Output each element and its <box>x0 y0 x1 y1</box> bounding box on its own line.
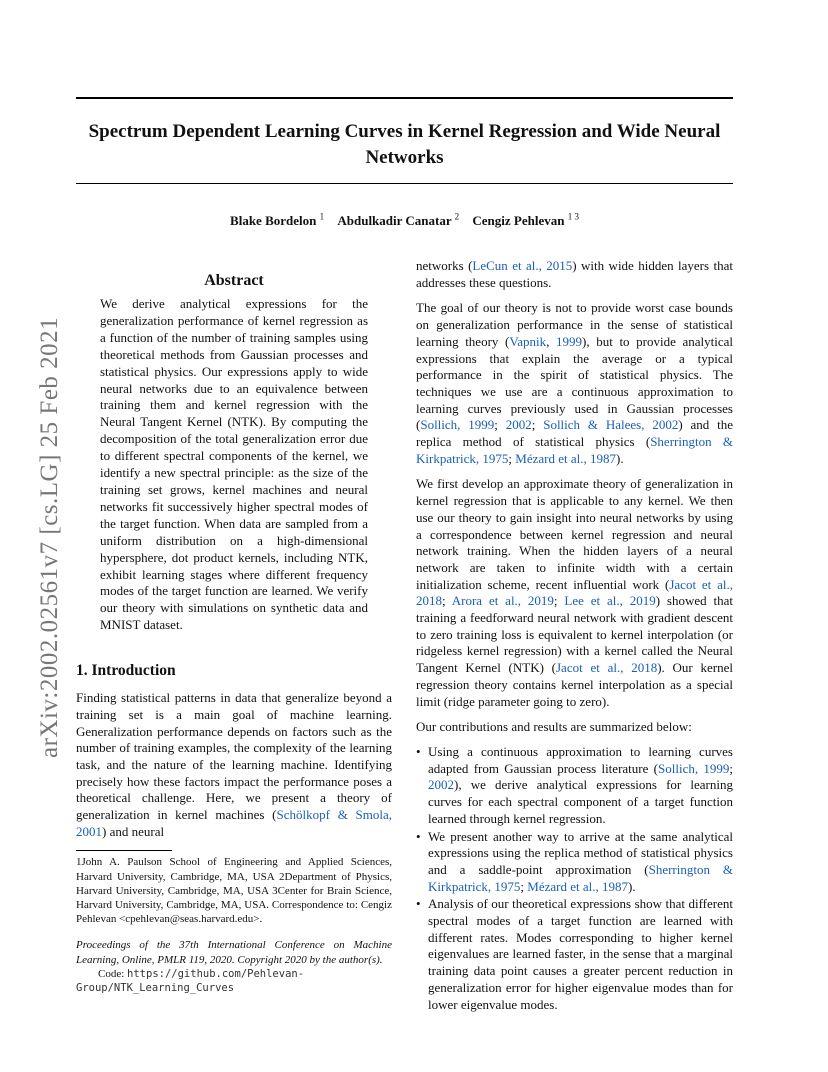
contributions-list <box>416 744 733 1013</box>
left-column <box>76 258 392 995</box>
code-note: Code: https://github.com/Pehlevan-Group/NTK_Learning_Curves <box>76 967 305 995</box>
abstract-text: We derive analytical expressions for the generalization performance of kernel regression as a function of the number of training samples using theoretical methods from Gaussian processes and statistical physics. Our expressions apply to wide neural networks due to an equivalence between training them and kernel regression with the Neural Tangent Kernel (NTK). By computing the decomposition of the total generalization error due to different spectral components of the kernel, we identify a new spectral principle: as the size of the training set grows, kernel machines and neural networks fit successively higher spectral modes of the target function. When data are sampled from a uniform distribution on a high-dimensional hypersphere, dot product kernels, including NTK, exhibit learning stages where different frequency modes of the target function are learned. We verify our theory with simulations on synthetic data and MNIST dataset. <box>100 296 368 633</box>
paragraph: We first develop an approximate theory of generalization in kernel regression that is applicable to any kernel. We then use our theory to gain insight into neural networks by using a correspondence between kernel regression and neural network training. When the hidden layers of a neural network are taken to infinite width with a certain initialization scheme, recent influential work (Jacot et al., 2018; Arora et al., 2019; Lee et al., 2019) showed that training a feedforward neural network with gradient descent to zero training loss is equivalent to kernel interpolation (or ridgeless kernel regression) with a kernel called the Neural Tangent Kernel (NTK) (Jacot et al., 2018). Our kernel regression theory contains kernel interpolation as a special limit (ridge parameter going to zero). <box>416 476 733 709</box>
citation-link[interactable]: Sherrington & Kirkpatrick, 1975 <box>428 861 733 894</box>
citation-link[interactable]: Jacot et al., 2018 <box>416 576 733 609</box>
citation-link[interactable]: Mézard et al., 1987 <box>527 878 629 894</box>
list-item: • We present another way to arrive at the same analytical expressions using the replica method of statistical physics and a saddle-point approximation (Sherrington & Kirkpatrick, 1975; Mézard et al., 1987). <box>416 829 733 896</box>
right-column <box>416 258 733 1014</box>
arxiv-identifier: arXiv:2002.02561v7 [cs.LG] 25 Feb 2021 <box>36 316 63 758</box>
citation-link[interactable]: Sollich, 1999 <box>658 760 730 776</box>
code-url-link[interactable]: https://github.com/Pehlevan-Group/NTK_Learning_Curves <box>76 967 305 995</box>
list-item: • Analysis of our theoretical expressions show that different spectral modes of a target function are learned with different rates. Modes corresponding to higher kernel eigenvalues are learned faster, in the sense that a marginal training data point causes a greater percent reduction in generalization error for higher eigenvalue modes than for lower eigenvalue modes. <box>416 896 733 1013</box>
paragraph: networks (LeCun et al., 2015) with wide hidden layers that addresses these questions. <box>416 258 733 290</box>
citation-link[interactable]: LeCun et al., 2015 <box>472 258 573 273</box>
paragraph: The goal of our theory is not to provide worst case bounds on generalization performance in the sense of statistical learning theory (Vapnik, 1999), but to provide analytical expressions that explain the average or a typical performance in the spirit of statistical physics. The techniques we use are a continuous approximation to learning curves previously used in Gaussian processes (Sollich, 1999; 2002; Sollich & Halees, 2002) and the replica method of statistical physics (Sherrington & Kirkpatrick, 1975; Mézard et al., 1987). <box>416 300 733 466</box>
footnote-rule <box>76 850 172 851</box>
author: Cengiz Pehlevan $^{1 3}$ <box>472 212 579 229</box>
introduction-heading: 1. Introduction <box>76 662 176 680</box>
paragraph: Our contributions and results are summarized below: <box>416 719 692 735</box>
author: Blake Bordelon $^1$ <box>230 212 325 229</box>
citation-link[interactable]: Sollich, 1999 <box>420 417 495 433</box>
author-list <box>76 212 733 229</box>
citation-link[interactable]: 2002 <box>428 777 454 793</box>
citation-link[interactable]: Sollich & Halees, 2002 <box>543 417 679 433</box>
author: Abdulkadir Canatar $^2$ <box>337 212 460 229</box>
citation-link[interactable]: 2002 <box>505 417 532 433</box>
citation-link[interactable]: Jacot et al., 2018 <box>556 660 658 676</box>
citation-link[interactable]: Arora et al., 2019 <box>451 593 554 609</box>
affiliation-footnote: 1John A. Paulson School of Engineering and Applied Sciences, Harvard University, Cambridge, MA, USA 2Department of Physics, Harvard University, Cambridge, MA, USA 3Center for Brain Science, Harvard University, Cambridge, MA, USA. Correspondence to: Cengiz Pehlevan <cpehlevan@seas.harvard.edu>. <box>76 856 392 926</box>
citation-link[interactable]: Mézard et al., 1987 <box>515 450 617 466</box>
citation-link[interactable]: 1999 <box>556 333 583 349</box>
intro-paragraph: Finding statistical patterns in data that generalize beyond a training set is a main goal of machine learning. Generalization performance depends on factors such as the number of training examples, the complexity of the learning task, and the nature of the learning machine. Identifying precisely how these factors impact the performance poses a theoretical challenge. Here, we present a theory of generalization in kernel machines (Schölkopf & Smola, 2001) and neural <box>76 690 392 839</box>
citation-link[interactable]: Vapnik <box>509 333 547 349</box>
citation-link[interactable]: Sherrington & Kirkpatrick, 1975 <box>416 434 733 466</box>
title-rule-bottom <box>76 183 733 184</box>
proceedings-note: Proceedings of the 37th International Conference on Machine Learning, Online, PMLR 119, 2020. Copyright 2020 by the author(s). <box>76 939 392 966</box>
paper-title: Spectrum Dependent Learning Curves in Kernel Regression and Wide Neural Networks <box>88 121 721 168</box>
citation-link[interactable]: Schölkopf & Smola, 2001 <box>76 807 392 839</box>
citation-link[interactable]: Lee et al., 2019 <box>564 593 656 609</box>
title-rule-top <box>76 97 733 99</box>
abstract-heading: Abstract <box>204 272 264 289</box>
list-item: • Using a continuous approximation to learning curves adapted from Gaussian process literature (Sollich, 1999; 2002), we derive analytical expressions for learning curves for each spectral component of a target function learned through kernel regression. <box>416 744 733 828</box>
